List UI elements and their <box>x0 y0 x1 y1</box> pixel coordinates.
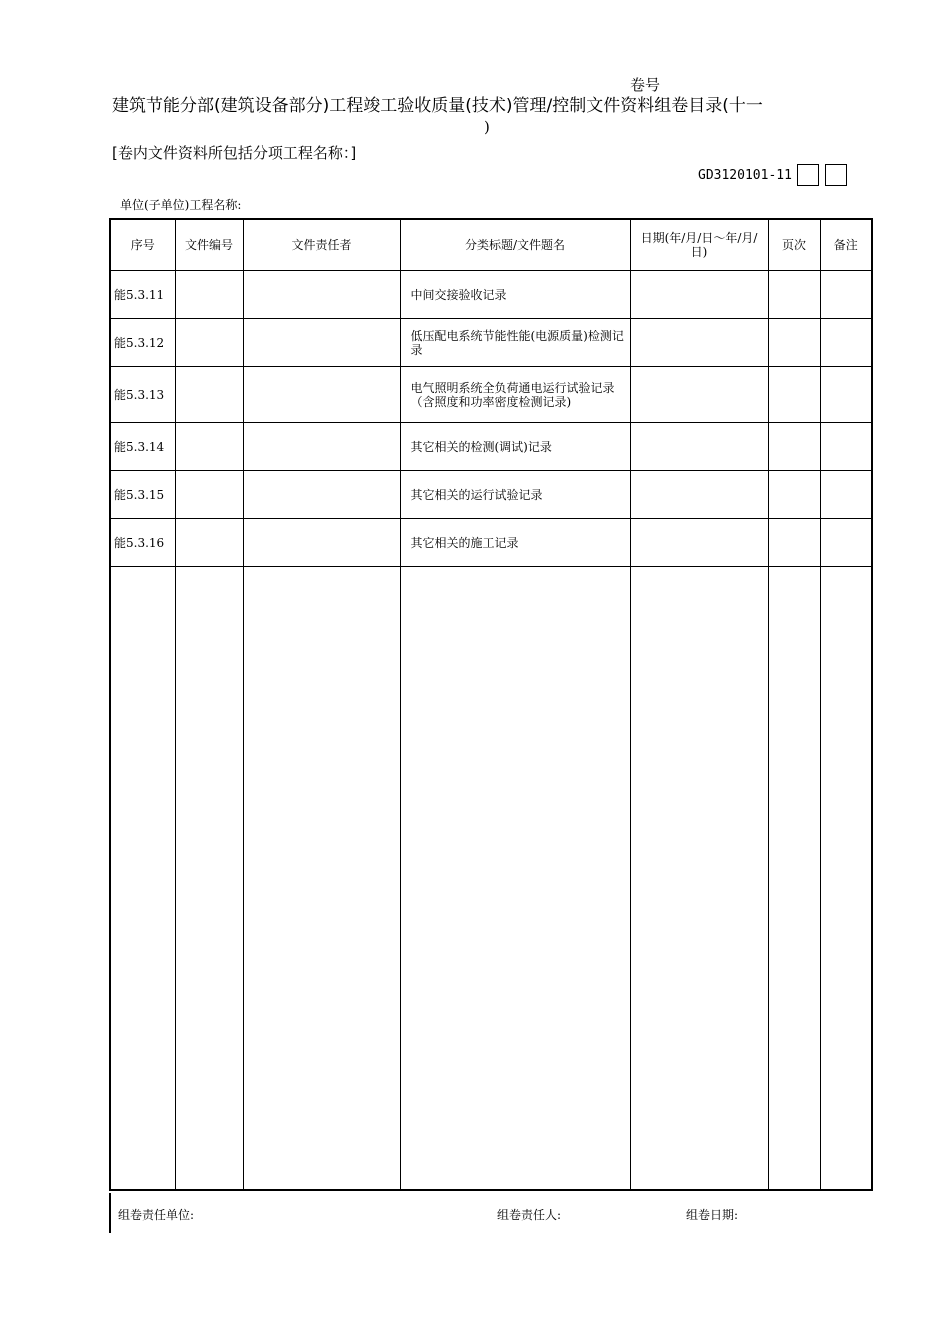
blank-seq[interactable] <box>110 567 175 1191</box>
column-header-title: 分类标题/文件题名 <box>400 219 630 271</box>
row-title: 中间交接验收记录 <box>400 271 630 319</box>
footer-unit-label: 组卷责任单位: <box>118 1208 195 1222</box>
blank-date[interactable] <box>630 567 768 1191</box>
table-row <box>110 319 872 367</box>
row-remarks[interactable] <box>820 271 872 319</box>
row-date[interactable] <box>630 367 768 423</box>
row-date[interactable] <box>630 423 768 471</box>
row-file-number[interactable] <box>175 471 243 519</box>
blank-pages[interactable] <box>768 567 820 1191</box>
table-row <box>110 367 872 423</box>
volume-number-label: 卷号 <box>630 76 661 94</box>
row-responsible[interactable] <box>243 423 400 471</box>
table-row <box>110 471 872 519</box>
row-file-number[interactable] <box>175 519 243 567</box>
row-remarks[interactable] <box>820 519 872 567</box>
column-header-file-number: 文件编号 <box>175 219 243 271</box>
code-box-2[interactable] <box>825 164 847 186</box>
row-pages[interactable] <box>768 519 820 567</box>
row-seq: 能5.3.16 <box>110 519 175 567</box>
row-remarks[interactable] <box>820 423 872 471</box>
row-responsible[interactable] <box>243 271 400 319</box>
blank-file-number[interactable] <box>175 567 243 1191</box>
row-date[interactable] <box>630 319 768 367</box>
page-title-tail: ) <box>484 118 490 136</box>
column-header-pages: 页次 <box>768 219 820 271</box>
table-header-row <box>110 219 872 271</box>
row-seq: 能5.3.14 <box>110 423 175 471</box>
row-title: 电气照明系统全负荷通电运行试验记录（含照度和功率密度检测记录) <box>400 367 630 423</box>
column-header-date: 日期(年/月/日～年/月/日) <box>630 219 768 271</box>
table-blank-row <box>110 567 872 1191</box>
row-pages[interactable] <box>768 471 820 519</box>
row-responsible[interactable] <box>243 367 400 423</box>
row-date[interactable] <box>630 271 768 319</box>
table-row <box>110 519 872 567</box>
blank-title[interactable] <box>400 567 630 1191</box>
column-header-seq: 序号 <box>110 219 175 271</box>
row-date[interactable] <box>630 471 768 519</box>
row-remarks[interactable] <box>820 367 872 423</box>
row-pages[interactable] <box>768 271 820 319</box>
catalog-table <box>109 218 873 1191</box>
unit-project-name-label: 单位(子单位)工程名称: <box>120 198 242 212</box>
row-remarks[interactable] <box>820 319 872 367</box>
column-header-remarks: 备注 <box>820 219 872 271</box>
row-seq: 能5.3.15 <box>110 471 175 519</box>
row-file-number[interactable] <box>175 271 243 319</box>
page-title: 建筑节能分部(建筑设备部分)工程竣工验收质量(技术)管理/控制文件资料组卷目录(十一 <box>112 96 763 116</box>
blank-remarks[interactable] <box>820 567 872 1191</box>
table-row <box>110 423 872 471</box>
row-pages[interactable] <box>768 423 820 471</box>
document-code: GD3120101-11 <box>698 168 792 183</box>
row-responsible[interactable] <box>243 519 400 567</box>
row-file-number[interactable] <box>175 319 243 367</box>
row-file-number[interactable] <box>175 423 243 471</box>
footer-left-border <box>109 1193 111 1233</box>
subitem-name-label: [卷内文件资料所包括分项工程名称：] <box>112 144 357 162</box>
footer-person-label: 组卷责任人: <box>497 1208 562 1222</box>
footer-date-label: 组卷日期: <box>686 1208 739 1222</box>
code-box-1[interactable] <box>797 164 819 186</box>
row-seq: 能5.3.13 <box>110 367 175 423</box>
row-file-number[interactable] <box>175 367 243 423</box>
row-responsible[interactable] <box>243 471 400 519</box>
row-responsible[interactable] <box>243 319 400 367</box>
row-pages[interactable] <box>768 319 820 367</box>
row-seq: 能5.3.11 <box>110 271 175 319</box>
row-title: 其它相关的检测(调试)记录 <box>400 423 630 471</box>
row-remarks[interactable] <box>820 471 872 519</box>
row-title: 其它相关的施工记录 <box>400 519 630 567</box>
blank-responsible[interactable] <box>243 567 400 1191</box>
row-title: 其它相关的运行试验记录 <box>400 471 630 519</box>
row-date[interactable] <box>630 519 768 567</box>
row-title: 低压配电系统节能性能(电源质量)检测记录 <box>400 319 630 367</box>
column-header-responsible: 文件责任者 <box>243 219 400 271</box>
row-pages[interactable] <box>768 367 820 423</box>
table-row <box>110 271 872 319</box>
row-seq: 能5.3.12 <box>110 319 175 367</box>
